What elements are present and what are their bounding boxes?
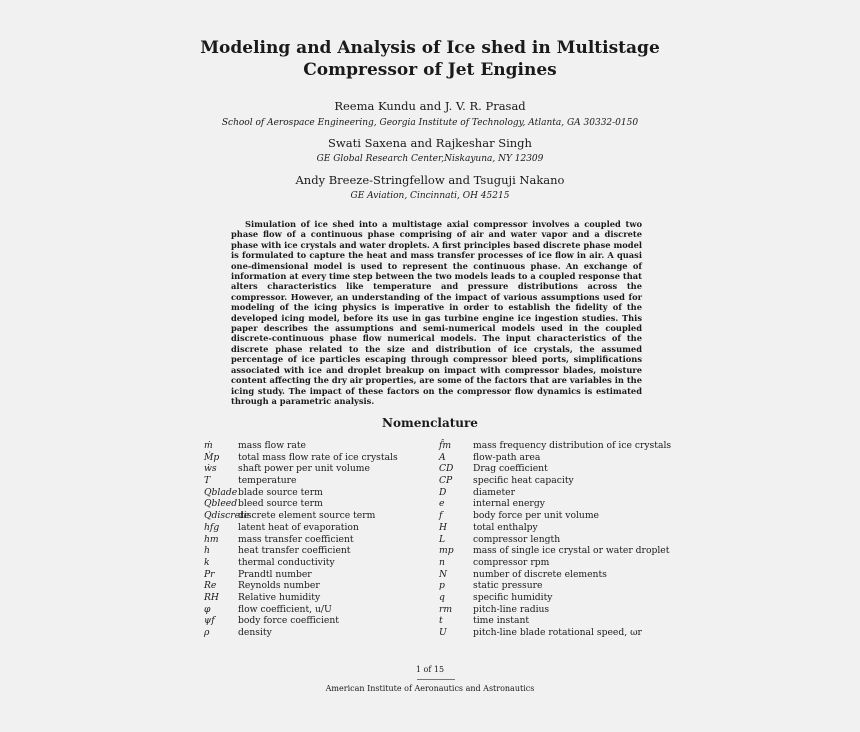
nomenclature-right-column — [439, 440, 671, 639]
nomenclature-definition: specific heat capacity — [473, 475, 574, 487]
nomenclature-definition: static pressure — [473, 580, 543, 592]
nomenclature-row — [439, 463, 671, 475]
nomenclature-definition: shaft power per unit volume — [238, 463, 370, 475]
nomenclature-row — [204, 592, 398, 604]
nomenclature-symbol: mp — [439, 545, 454, 557]
nomenclature-symbol: p — [439, 580, 445, 592]
nomenclature-row — [204, 463, 398, 475]
nomenclature-symbol: L — [439, 533, 446, 545]
nomenclature-definition: pitch-line blade rotational speed, ωr — [473, 627, 642, 638]
nomenclature-heading: Nomenclature — [382, 416, 478, 430]
nomenclature-definition: total enthalpy — [473, 521, 538, 533]
footer-rule — [417, 679, 455, 680]
nomenclature-row — [204, 545, 398, 557]
nomenclature-definition: temperature — [238, 475, 297, 487]
nomenclature-definition: compressor rpm — [473, 556, 550, 568]
nomenclature-definition: discrete element source term — [238, 510, 376, 522]
nomenclature-symbol: U — [439, 627, 447, 638]
nomenclature-row — [204, 440, 398, 452]
nomenclature-symbol: H — [439, 521, 448, 533]
nomenclature-row — [204, 569, 398, 581]
nomenclature-definition: density — [238, 627, 272, 638]
nomenclature-row — [439, 604, 671, 616]
nomenclature-symbol: f — [439, 510, 443, 522]
nomenclature-row — [204, 452, 398, 464]
nomenclature-definition: Reynolds number — [238, 580, 320, 592]
nomenclature-row — [439, 452, 671, 464]
nomenclature-row — [439, 627, 671, 639]
nomenclature-definition: time instant — [473, 615, 530, 627]
nomenclature-definition: thermal conductivity — [238, 556, 335, 568]
nomenclature-definition: total mass flow rate of ice crystals — [238, 451, 398, 463]
nomenclature-row — [439, 475, 671, 487]
nomenclature-symbol: t — [439, 615, 443, 627]
nomenclature-symbol: T — [204, 475, 211, 487]
paper-title — [0, 37, 860, 81]
nomenclature-row — [204, 627, 398, 639]
nomenclature-definition: number of discrete elements — [473, 568, 607, 580]
nomenclature-definition: compressor length — [473, 533, 561, 545]
nomenclature-definition: Relative humidity — [238, 591, 321, 603]
nomenclature-row — [439, 615, 671, 627]
nomenclature-symbol: rm — [439, 603, 453, 615]
nomenclature-row — [439, 592, 671, 604]
nomenclature-symbol: f̂m — [439, 440, 452, 451]
nomenclature-symbol: CP — [439, 475, 453, 487]
nomenclature-row — [439, 510, 671, 522]
nomenclature-definition: mass of single ice crystal or water droplet — [473, 545, 670, 557]
author-affiliation-2: GE Global Research Center,Niskayuna, NY 12309 — [316, 154, 544, 164]
nomenclature-definition: mass flow rate — [238, 440, 306, 451]
author-names-1: Reema Kundu and J. V. R. Prasad — [334, 99, 526, 113]
nomenclature-row — [439, 534, 671, 546]
nomenclature-symbol: Qblade — [204, 486, 238, 498]
nomenclature-definition: latent heat of evaporation — [238, 521, 359, 533]
nomenclature-definition: flow coefficient, u/U — [238, 603, 332, 615]
nomenclature-symbol: k — [204, 556, 210, 568]
nomenclature-left-column — [204, 440, 398, 639]
nomenclature-definition: blade source term — [238, 486, 323, 498]
nomenclature-row — [439, 522, 671, 534]
nomenclature-symbol: Qbleed — [204, 498, 238, 510]
nomenclature-symbol: Re — [204, 580, 217, 592]
nomenclature-symbol: e — [439, 498, 445, 510]
nomenclature-definition: diameter — [473, 486, 515, 498]
nomenclature-symbol: A — [439, 451, 446, 463]
nomenclature-row — [204, 604, 398, 616]
page-number: 1 of 15 — [415, 665, 445, 674]
nomenclature-symbol: h — [204, 545, 210, 557]
title-line-2: Compressor of Jet Engines — [303, 60, 557, 80]
nomenclature-symbol: n — [439, 556, 445, 568]
nomenclature-symbol: φ — [204, 603, 211, 615]
nomenclature-symbol: q — [439, 591, 445, 603]
nomenclature-symbol: ṁ — [204, 440, 213, 451]
nomenclature-row — [204, 534, 398, 546]
nomenclature-symbol: CD — [439, 463, 454, 475]
nomenclature-symbol: Ṁp — [204, 451, 220, 463]
nomenclature-definition: heat transfer coefficient — [238, 545, 351, 557]
nomenclature-row — [204, 557, 398, 569]
nomenclature-definition: mass transfer coefficient — [238, 533, 354, 545]
nomenclature-row — [439, 557, 671, 569]
nomenclature-row — [439, 498, 671, 510]
nomenclature-definition: specific humidity — [473, 591, 553, 603]
nomenclature-symbol: Qdiscrete — [204, 510, 250, 522]
nomenclature-definition: bleed source term — [238, 498, 323, 510]
nomenclature-symbol: Pr — [204, 568, 215, 580]
nomenclature-definition: Drag coefficient — [473, 463, 548, 475]
nomenclature-definition: body force per unit volume — [473, 510, 599, 522]
nomenclature-row — [204, 615, 398, 627]
nomenclature-row — [204, 522, 398, 534]
nomenclature-row — [439, 569, 671, 581]
nomenclature-symbol: D — [439, 486, 447, 498]
author-names-3: Andy Breeze-Stringfellow and Tsuguji Nakano — [295, 173, 565, 187]
nomenclature-row — [204, 487, 398, 499]
nomenclature-symbol: ρ — [204, 627, 210, 638]
nomenclature-definition: internal energy — [473, 498, 545, 510]
nomenclature-row — [439, 545, 671, 557]
nomenclature-definition: pitch-line radius — [473, 603, 550, 615]
author-affiliation-3: GE Aviation, Cincinnati, OH 45215 — [350, 191, 510, 201]
abstract: Simulation of ice shed into a multistage axial compressor involves a coupled two phase flow of a continuous phase comprising of air and water vapor and a discrete phase with ice crystals and water droplets. A first principles based discrete phase model is formulated to capture the heat and mass transfer processes of ice flow in air. A quasi one-dimensional model is used to represent the continuous phase. An exchange of information at every time step between the two models leads to a coupled response that alters characteristics like temperature and pressure distributions across the compressor. However, an understanding of the impact of various assumptions used for modeling of the icing physics is imperative in order to establish the fidelity of the developed icing model, before its use in gas turbine engine ice ingestion studies. This paper describes the assumptions and semi-numerical models used in the coupled discrete-continuous phase flow numerical models. The input characteristics of the discrete phase related to the size and distribution of ice crystals, the assumed percentage of ice particles escaping through compressor bleed ports, simplifications associated with ice and droplet breakup on impact with compressor blades, moisture content affecting the dry air properties, are some of the factors that are variables in the icing study. The impact of these factors on the compressor flow dynamics is estimated through a parametric analysis. — [231, 219, 642, 406]
nomenclature-row — [439, 487, 671, 499]
nomenclature-symbol: ẇs — [204, 463, 217, 475]
nomenclature-row — [439, 580, 671, 592]
nomenclature-symbol: hm — [204, 533, 219, 545]
nomenclature-symbol: hfg — [204, 521, 220, 533]
footer-text: American Institute of Aeronautics and Astronautics — [325, 684, 535, 693]
author-affiliation-1: School of Aerospace Engineering, Georgia Institute of Technology, Atlanta, GA 30332-0150 — [221, 118, 639, 128]
title-line-1: Modeling and Analysis of Ice shed in Multistage — [200, 38, 660, 58]
nomenclature-row — [439, 440, 671, 452]
nomenclature-definition: flow-path area — [473, 451, 541, 463]
nomenclature-row — [204, 580, 398, 592]
nomenclature-row — [204, 510, 398, 522]
nomenclature-symbol: ψf — [204, 615, 215, 627]
nomenclature-row — [204, 475, 398, 487]
nomenclature-definition: mass frequency distribution of ice crystals — [473, 440, 672, 451]
nomenclature-symbol: RH — [204, 591, 219, 603]
nomenclature-definition: Prandtl number — [238, 568, 312, 580]
nomenclature-row — [204, 498, 398, 510]
author-names-2: Swati Saxena and Rajkeshar Singh — [328, 136, 532, 150]
nomenclature-symbol: N — [439, 568, 448, 580]
nomenclature-definition: body force coefficient — [238, 615, 339, 627]
